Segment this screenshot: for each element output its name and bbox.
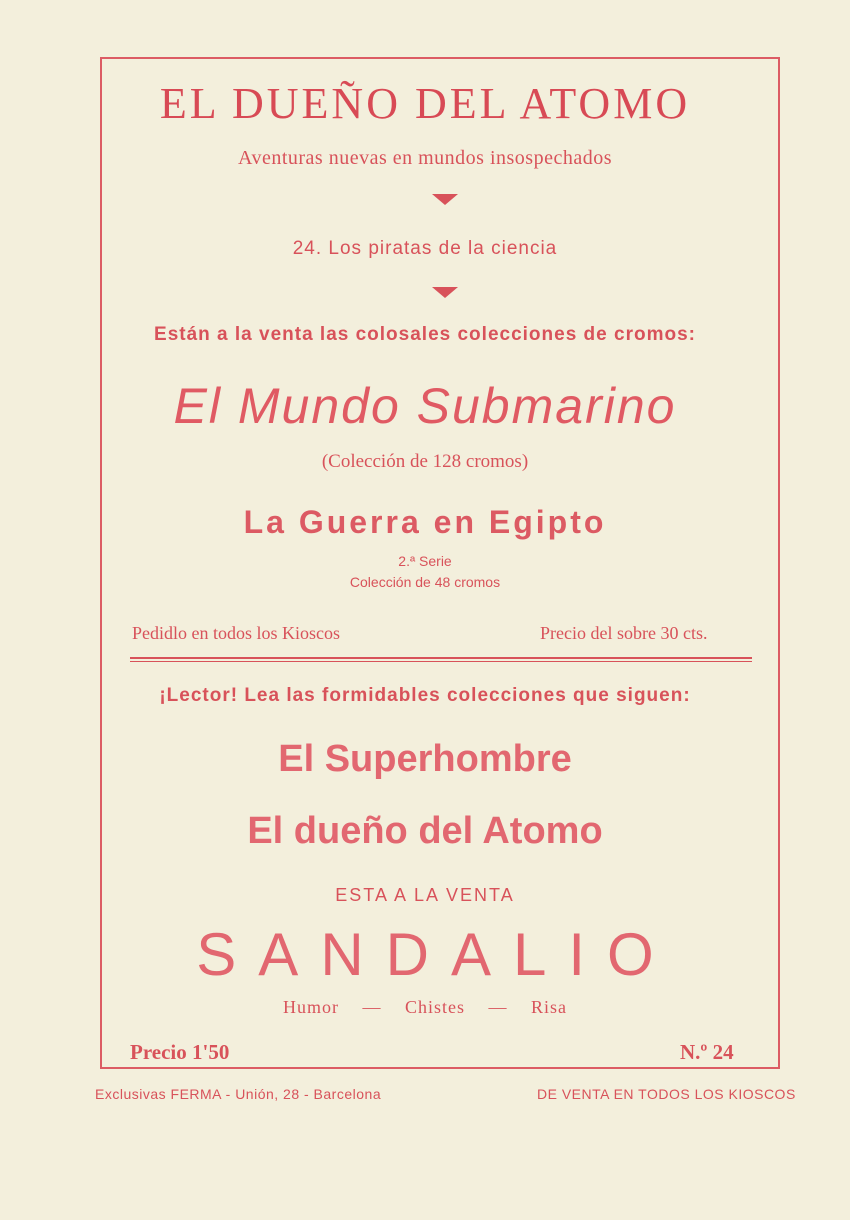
collection1-title: El Mundo Submarino (173, 378, 677, 434)
series-title-1: El Superhombre (278, 738, 572, 780)
genres-line: Humor — Chistes — Risa (282, 997, 567, 1017)
collection2-note: Colección de 48 cromos (349, 574, 501, 590)
order-left: Pedidlo en todos los Kioscos (132, 623, 341, 643)
price: Precio 1'50 (130, 1040, 230, 1064)
footer-right: DE VENTA EN TODOS LOS KIOSCOS (537, 1086, 796, 1102)
sandalio-title: SANDALIO (196, 921, 676, 988)
ornament-triangle-icon (432, 194, 458, 205)
on-sale-line: ESTA A LA VENTA (335, 885, 515, 905)
collection2-serie: 2.ª Serie (398, 553, 452, 569)
subtitle: Aventuras nuevas en mundos insospechados (237, 147, 612, 169)
issue-line: 24. Los piratas de la ciencia (292, 238, 558, 259)
page-title: EL DUEÑO DEL ATOMO (159, 79, 691, 128)
collection2-title: La Guerra en Egipto (243, 504, 607, 540)
order-right: Precio del sobre 30 cts. (540, 623, 708, 643)
ornament-triangle-icon (432, 287, 458, 298)
series-title-2: El dueño del Atomo (247, 810, 603, 852)
divider (130, 657, 752, 662)
lector-line: ¡Lector! Lea las formidables colecciones que siguen: (159, 685, 691, 706)
cromos-line: Están a la venta las colosales colecciones de cromos: (154, 324, 696, 345)
collection1-note: (Colección de 128 cromos) (321, 451, 529, 472)
issue-number: N.º 24 (680, 1040, 734, 1064)
footer-left: Exclusivas FERMA - Unión, 28 - Barcelona (95, 1086, 382, 1102)
